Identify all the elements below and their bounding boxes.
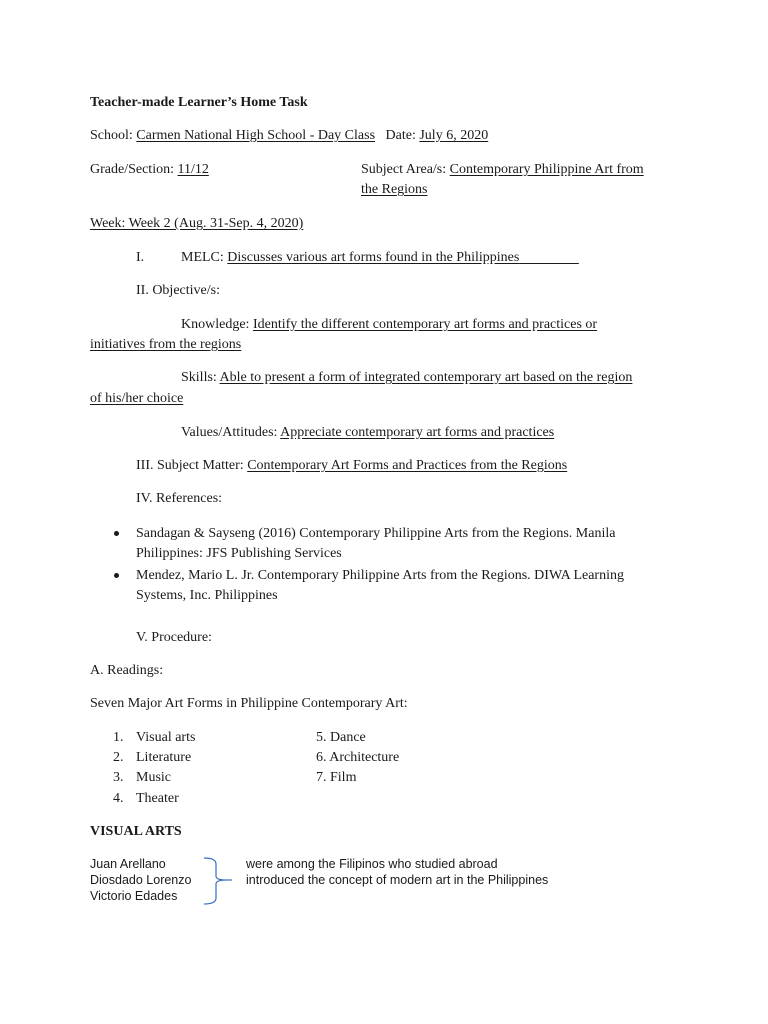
skills-row xyxy=(181,368,632,388)
values-value: Appreciate contemporary art forms and practices xyxy=(280,425,555,440)
melc-value: Discusses various art forms found in the Philippines xyxy=(227,250,520,265)
subject-matter-value: Contemporary Art Forms and Practices from the Regions xyxy=(247,458,568,473)
major-forms-intro: Seven Major Art Forms in Philippine Contemporary Art: xyxy=(90,696,408,711)
brace-icon xyxy=(202,856,236,906)
references-heading: IV. References: xyxy=(136,491,223,506)
art-form-number: 4. xyxy=(113,791,124,806)
visual-arts-note: introduced the concept of modern art in the Philippines xyxy=(246,873,549,887)
bullet-icon xyxy=(114,573,119,578)
art-form-item: 7. Film xyxy=(316,770,357,785)
art-form-item: 6. Architecture xyxy=(316,750,400,765)
art-form-item: Theater xyxy=(136,791,179,806)
grade-row xyxy=(90,160,209,180)
subject-matter-label: III. Subject Matter: xyxy=(136,458,244,473)
reference-2-line2: Systems, Inc. Philippines xyxy=(136,588,278,603)
subject-row xyxy=(361,160,644,180)
date-value: July 6, 2020 xyxy=(419,128,489,143)
art-form-item: 5. Dance xyxy=(316,730,366,745)
grade-value: 11/12 xyxy=(177,162,209,177)
school-row xyxy=(90,126,488,146)
skills-label: Skills: xyxy=(181,370,217,385)
knowledge-value-line2: initiatives from the regions xyxy=(90,337,242,352)
artist-name: Victorio Edades xyxy=(90,889,178,903)
artist-name: Juan Arellano xyxy=(90,857,166,871)
knowledge-value-line1: Identify the different contemporary art forms and practices or xyxy=(252,317,598,332)
reference-2-line1: Mendez, Mario L. Jr. Contemporary Philippine Arts from the Regions. DIWA Learning xyxy=(136,568,624,583)
document-title: Teacher-made Learner’s Home Task xyxy=(90,95,308,110)
school-value: Carmen National High School - Day Class xyxy=(136,128,376,143)
subject-label: Subject Area/s: xyxy=(361,162,447,177)
artist-name: Diosdado Lorenzo xyxy=(90,873,192,887)
school-label: School: xyxy=(90,128,133,143)
visual-arts-heading: VISUAL ARTS xyxy=(90,824,182,839)
art-form-item: Music xyxy=(136,770,171,785)
visual-arts-note: were among the Filipinos who studied abroad xyxy=(246,857,498,871)
skills-value-line1: Able to present a form of integrated contemporary art based on the region xyxy=(219,370,633,385)
knowledge-label: Knowledge: xyxy=(181,317,250,332)
art-form-number: 1. xyxy=(113,730,124,745)
art-form-item: Visual arts xyxy=(136,730,196,745)
subject-matter-row xyxy=(136,456,567,476)
subject-value-line2: the Regions xyxy=(361,182,428,197)
date-label: Date: xyxy=(385,128,416,143)
readings-heading: A. Readings: xyxy=(90,663,164,678)
values-row xyxy=(181,423,554,443)
skills-value-line2: of his/her choice xyxy=(90,391,184,406)
art-form-number: 3. xyxy=(113,770,124,785)
grade-label: Grade/Section: xyxy=(90,162,174,177)
objectives-heading: II. Objective/s: xyxy=(136,283,220,298)
knowledge-row xyxy=(181,315,597,335)
procedure-heading: V. Procedure: xyxy=(136,630,212,645)
melc-label: MELC: xyxy=(181,250,224,265)
reference-1-line1: Sandagan & Sayseng (2016) Contemporary Philippine Arts from the Regions. Manila xyxy=(136,526,616,541)
art-form-item: Literature xyxy=(136,750,192,765)
bullet-icon xyxy=(114,531,119,536)
values-label: Values/Attitudes: xyxy=(181,425,278,440)
week-line: Week: Week 2 (Aug. 31-Sep. 4, 2020) xyxy=(90,216,304,231)
subject-value-line1: Contemporary Philippine Art from xyxy=(449,162,644,177)
reference-1-line2: Philippines: JFS Publishing Services xyxy=(136,546,342,561)
melc-row xyxy=(181,248,579,268)
art-form-number: 2. xyxy=(113,750,124,765)
melc-number: I. xyxy=(136,250,145,265)
